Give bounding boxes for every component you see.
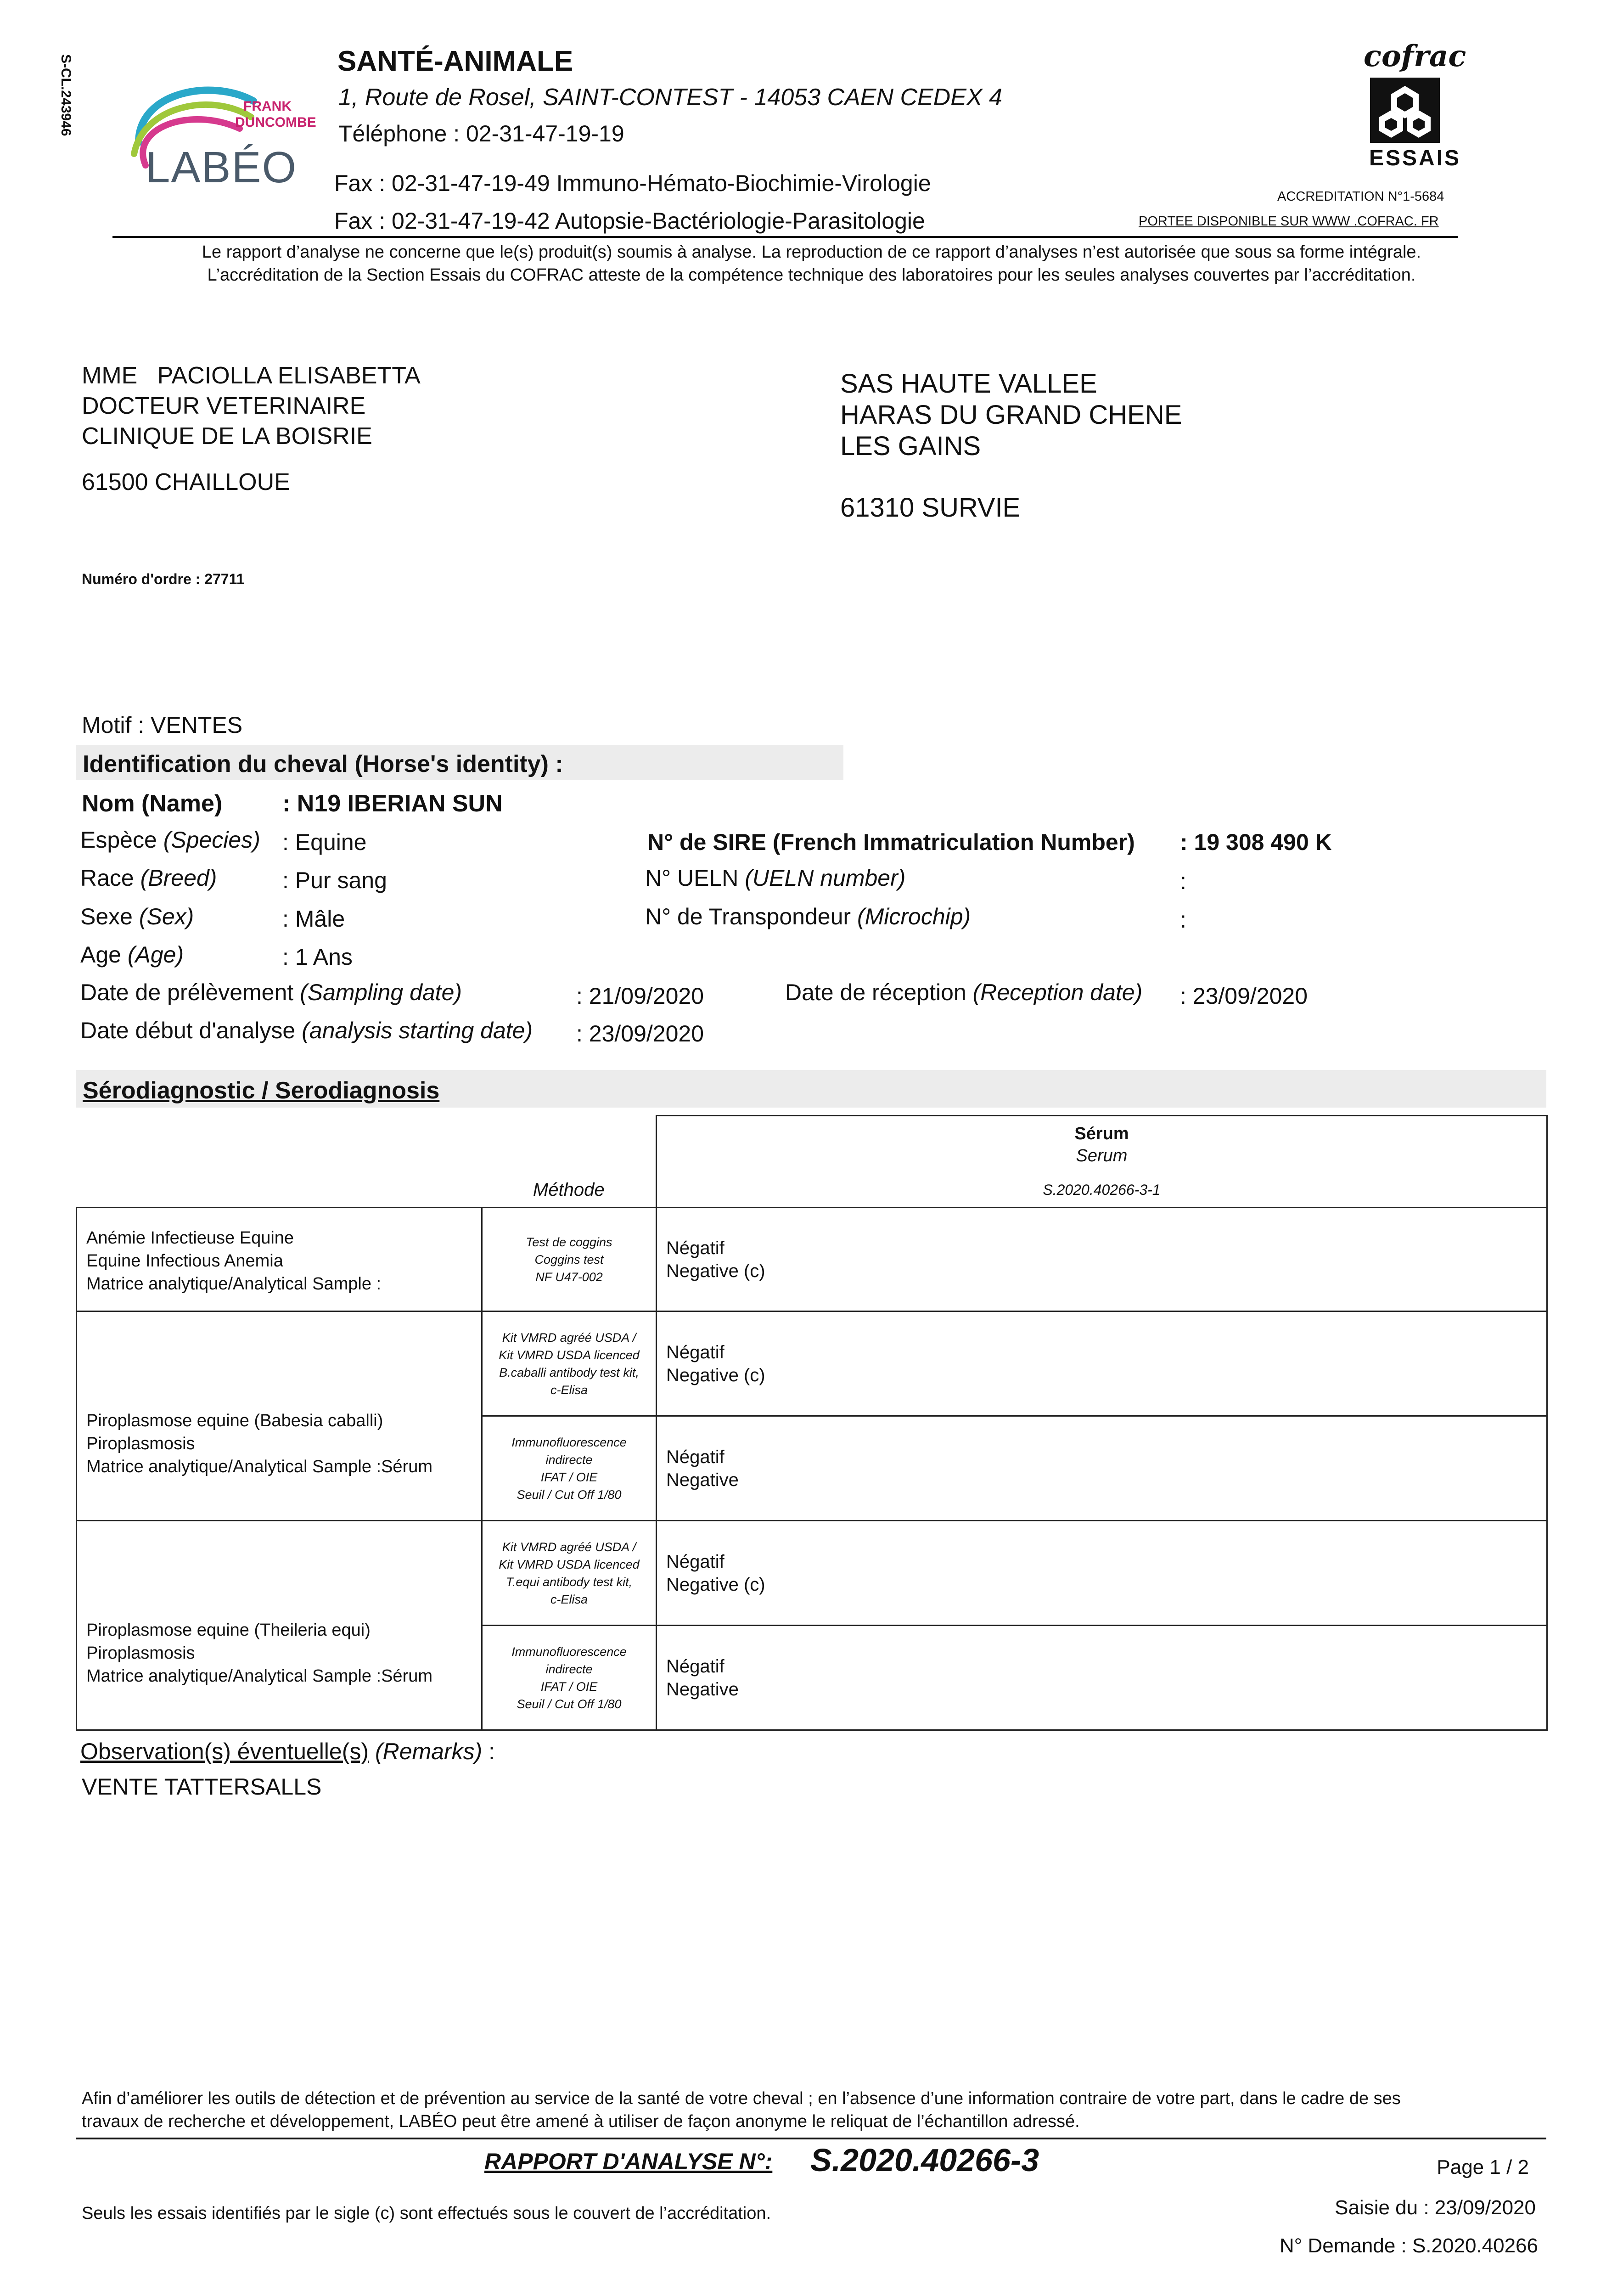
babesia-result-2-cell bbox=[657, 1416, 1547, 1521]
logo-text-duncombe: DUNCOMBE bbox=[235, 115, 316, 130]
babesia-method-1-cell bbox=[482, 1311, 657, 1416]
remarks-value: VENTE TATTERSALLS bbox=[82, 1774, 322, 1800]
recipient-haras: HARAS DU GRAND CHENE bbox=[840, 400, 1182, 430]
research-notice-line-2: travaux de recherche et développement, LABÉO peut être amené à utiliser de façon anonyme le reliquat de l’échantillon adressé. bbox=[82, 2112, 1080, 2131]
demande-number: N° Demande : S.2020.40266 bbox=[1279, 2234, 1538, 2257]
identification-heading: Identification du cheval (Horse's identity) : bbox=[83, 751, 563, 777]
serum-header-en: Serum bbox=[1076, 1146, 1128, 1165]
start-label: Date début d'analyse bbox=[80, 1018, 296, 1043]
header-blank-cell bbox=[77, 1116, 482, 1208]
sire-value: : 19 308 490 K bbox=[1180, 829, 1332, 855]
babesia-r1-fr: Négatif bbox=[666, 1342, 724, 1362]
theileria-r2-en: Negative bbox=[666, 1679, 739, 1699]
reception-label-group bbox=[785, 979, 1142, 1006]
babesia-name-en: Piroplasmosis bbox=[86, 1434, 195, 1453]
transponder-label-en: (Microchip) bbox=[857, 904, 971, 929]
sex-label-en: (Sex) bbox=[139, 904, 194, 929]
transponder-label-group bbox=[645, 903, 971, 930]
theileria-r1-fr: Négatif bbox=[666, 1551, 724, 1572]
aie-result-cell bbox=[657, 1208, 1547, 1311]
breed-label-en: (Breed) bbox=[140, 865, 217, 891]
theileria-m1-line1: Kit VMRD agréé USDA / bbox=[502, 1540, 636, 1554]
cofrac-accreditation: ACCREDITATION N°1-5684 bbox=[1277, 189, 1444, 204]
babesia-r2-fr: Négatif bbox=[666, 1446, 724, 1467]
theileria-name-en: Piroplasmosis bbox=[86, 1643, 195, 1663]
sample-id: S.2020.40266-3-1 bbox=[1043, 1181, 1161, 1198]
report-number: S.2020.40266-3 bbox=[810, 2142, 1039, 2178]
side-reference-code: S-CL.243946 bbox=[58, 54, 73, 136]
sender-title: DOCTEUR VETERINAIRE bbox=[82, 393, 366, 419]
research-notice-line-1: Afin d’améliorer les outils de détection et de prévention au service de la santé de votre cheval ; en l’absence d’une information contraire de votre part, dans le cadre de ses bbox=[82, 2089, 1401, 2108]
breed-label: Race bbox=[80, 865, 134, 891]
page-number: Page 1 / 2 bbox=[1437, 2156, 1529, 2178]
age-label: Age bbox=[80, 942, 121, 968]
remarks-label: Observation(s) éventuelle(s) bbox=[80, 1739, 369, 1764]
breed-value: : Pur sang bbox=[282, 867, 387, 893]
cofrac-portee-link[interactable]: PORTEE DISPONIBLE SUR WWW .COFRAC. FR bbox=[1139, 214, 1439, 229]
age-label-group bbox=[80, 941, 184, 968]
cofrac-emblem-icon bbox=[1368, 76, 1442, 145]
sender-clinic: CLINIQUE DE LA BOISRIE bbox=[82, 423, 372, 450]
reception-label: Date de réception bbox=[785, 979, 966, 1005]
aie-method-cell bbox=[482, 1208, 657, 1311]
table-row bbox=[77, 1311, 1547, 1416]
theileria-m2-line2: indirecte bbox=[545, 1662, 593, 1676]
species-label-group bbox=[80, 827, 260, 853]
age-label-en: (Age) bbox=[127, 942, 184, 968]
ueln-label-en: (UELN number) bbox=[745, 865, 906, 891]
lab-fax-2: Fax : 02-31-47-19-42 Autopsie-Bactériologie-Parasitologie bbox=[334, 208, 925, 234]
ueln-label: N° UELN bbox=[645, 865, 739, 891]
name-label: Nom (Name) bbox=[82, 790, 223, 817]
age-value: : 1 Ans bbox=[282, 944, 353, 970]
aie-analyte-cell bbox=[77, 1208, 482, 1311]
lab-fax-1: Fax : 02-31-47-19-49 Immuno-Hémato-Biochimie-Virologie bbox=[334, 170, 931, 196]
remarks-label-group bbox=[80, 1738, 495, 1765]
sire-label: N° de SIRE (French Immatriculation Number) bbox=[647, 829, 1135, 855]
motif: Motif : VENTES bbox=[82, 712, 243, 738]
theileria-matrix: Matrice analytique/Analytical Sample :Sérum bbox=[86, 1666, 433, 1686]
aie-result-fr: Négatif bbox=[666, 1238, 724, 1258]
saisie-date: Saisie du : 23/09/2020 bbox=[1335, 2196, 1536, 2219]
cofrac-essais-label: ESSAIS bbox=[1369, 146, 1461, 170]
sampling-label: Date de prélèvement bbox=[80, 979, 294, 1005]
sampling-value: : 21/09/2020 bbox=[576, 983, 704, 1009]
lab-phone: Téléphone : 02-31-47-19-19 bbox=[338, 121, 624, 146]
logo-text-frank: FRANK bbox=[243, 99, 292, 114]
sender-city: 61500 CHAILLOUE bbox=[82, 469, 290, 495]
theileria-m1-line3: T.equi antibody test kit, bbox=[505, 1575, 633, 1589]
lab-address: 1, Route de Rosel, SAINT-CONTEST - 14053 CAEN CEDEX 4 bbox=[338, 84, 1002, 111]
start-label-group bbox=[80, 1017, 533, 1044]
babesia-r1-en: Negative (c) bbox=[666, 1365, 765, 1385]
report-number-label: RAPPORT D'ANALYSE N°: bbox=[484, 2149, 773, 2174]
cofrac-logo bbox=[1350, 39, 1466, 177]
reception-value: : 23/09/2020 bbox=[1180, 983, 1308, 1009]
disclaimer-line-2: L’accréditation de la Section Essais du COFRAC atteste de la compétence technique des laboratoires pour les seules analyses couvertes par l’accréditation. bbox=[207, 265, 1416, 285]
start-label-en: (analysis starting date) bbox=[302, 1018, 533, 1043]
theileria-m2-line3: IFAT / OIE bbox=[540, 1679, 598, 1694]
theileria-analyte-cell bbox=[77, 1521, 482, 1730]
recipient-street: LES GAINS bbox=[840, 431, 981, 461]
remarks-colon: : bbox=[489, 1739, 495, 1764]
sender-address bbox=[82, 360, 421, 497]
ueln-label-group bbox=[645, 865, 905, 891]
species-value: : Equine bbox=[282, 829, 367, 855]
theileria-result-2-cell bbox=[657, 1626, 1547, 1730]
recipient-city: 61310 SURVIE bbox=[840, 493, 1021, 523]
babesia-m2-line2: indirecte bbox=[545, 1452, 593, 1467]
serodiagnosis-heading: Sérodiagnostic / Serodiagnosis bbox=[83, 1077, 440, 1104]
transponder-value: : bbox=[1180, 907, 1186, 933]
lab-title: SANTÉ-ANIMALE bbox=[337, 45, 573, 77]
recipient-address bbox=[840, 368, 1182, 523]
aie-method-3: NF U47-002 bbox=[535, 1270, 603, 1284]
transponder-label: N° de Transpondeur bbox=[645, 904, 851, 929]
labeo-logo bbox=[120, 73, 327, 197]
theileria-m1-line4: c-Elisa bbox=[550, 1592, 588, 1606]
sex-value: : Mâle bbox=[282, 906, 345, 932]
table-row bbox=[77, 1208, 1547, 1311]
methode-header: Méthode bbox=[533, 1180, 605, 1200]
footer-rule bbox=[76, 2138, 1546, 2139]
babesia-m2-line4: Seuil / Cut Off 1/80 bbox=[517, 1487, 622, 1502]
babesia-m1-line2: Kit VMRD USDA licenced bbox=[499, 1348, 640, 1362]
theileria-result-1-cell bbox=[657, 1521, 1547, 1626]
theileria-method-1-cell bbox=[482, 1521, 657, 1626]
accreditation-note: Seuls les essais identifiés par le sigle (c) sont effectués sous le couvert de l’accréditation. bbox=[82, 2204, 771, 2223]
sampling-label-en: (Sampling date) bbox=[300, 979, 462, 1005]
cofrac-brand: cofrac bbox=[1364, 39, 1466, 73]
aie-matrix: Matrice analytique/Analytical Sample : bbox=[86, 1274, 382, 1294]
babesia-analyte-cell bbox=[77, 1311, 482, 1521]
theileria-r2-fr: Négatif bbox=[666, 1656, 724, 1677]
disclaimer-line-1: Le rapport d’analyse ne concerne que le(s) produit(s) soumis à analyse. La reproduction de ce rapport d’analyses n’est autorisée que sous sa forme intégrale. bbox=[202, 242, 1421, 262]
remarks-label-en: (Remarks) bbox=[375, 1739, 483, 1764]
babesia-m1-line1: Kit VMRD agréé USDA / bbox=[502, 1330, 636, 1345]
aie-method-2: Coggins test bbox=[534, 1252, 604, 1266]
theileria-name-fr: Piroplasmose equine (Theileria equi) bbox=[86, 1620, 371, 1640]
babesia-result-1-cell bbox=[657, 1311, 1547, 1416]
babesia-matrix: Matrice analytique/Analytical Sample :Sérum bbox=[86, 1457, 433, 1476]
order-number: Numéro d'ordre : 27711 bbox=[82, 571, 245, 587]
aie-result-en: Negative (c) bbox=[666, 1261, 765, 1281]
sender-name: MME PACIOLLA ELISABETTA bbox=[82, 362, 421, 389]
babesia-name-fr: Piroplasmose equine (Babesia caballi) bbox=[86, 1411, 383, 1430]
babesia-m1-line3: B.caballi antibody test kit, bbox=[499, 1365, 639, 1379]
name-value: : N19 IBERIAN SUN bbox=[282, 790, 503, 817]
logo-text-labeo: LABÉO bbox=[146, 143, 298, 192]
theileria-method-2-cell bbox=[482, 1626, 657, 1730]
aie-method-1: Test de coggins bbox=[526, 1235, 612, 1249]
methode-header-cell bbox=[482, 1116, 657, 1208]
babesia-m2-line1: Immunofluorescence bbox=[511, 1435, 627, 1449]
theileria-m2-line4: Seuil / Cut Off 1/80 bbox=[517, 1697, 622, 1711]
table-header-row bbox=[77, 1116, 1547, 1208]
species-label: Espèce bbox=[80, 827, 157, 853]
aie-name-fr: Anémie Infectieuse Equine bbox=[86, 1228, 294, 1248]
theileria-r1-en: Negative (c) bbox=[666, 1574, 765, 1595]
ueln-value: : bbox=[1180, 868, 1186, 894]
serum-header-fr: Sérum bbox=[1074, 1124, 1129, 1143]
recipient-company: SAS HAUTE VALLEE bbox=[840, 369, 1097, 399]
babesia-method-2-cell bbox=[482, 1416, 657, 1521]
reception-label-en: (Reception date) bbox=[972, 979, 1143, 1005]
aie-name-en: Equine Infectious Anemia bbox=[86, 1251, 283, 1271]
babesia-r2-en: Negative bbox=[666, 1469, 739, 1490]
header-rule bbox=[112, 236, 1458, 238]
breed-label-group bbox=[80, 865, 217, 891]
babesia-m2-line3: IFAT / OIE bbox=[540, 1470, 598, 1484]
results-table bbox=[76, 1115, 1548, 1731]
theileria-m2-line1: Immunofluorescence bbox=[511, 1644, 627, 1659]
table-row bbox=[77, 1521, 1547, 1626]
sex-label: Sexe bbox=[80, 904, 133, 929]
babesia-m1-line4: c-Elisa bbox=[550, 1383, 588, 1397]
sampling-label-group bbox=[80, 979, 462, 1006]
sex-label-group bbox=[80, 903, 194, 930]
theileria-m1-line2: Kit VMRD USDA licenced bbox=[499, 1557, 640, 1571]
species-label-en: (Species) bbox=[163, 827, 260, 853]
serum-header-cell bbox=[657, 1116, 1547, 1208]
start-value: : 23/09/2020 bbox=[576, 1021, 704, 1047]
